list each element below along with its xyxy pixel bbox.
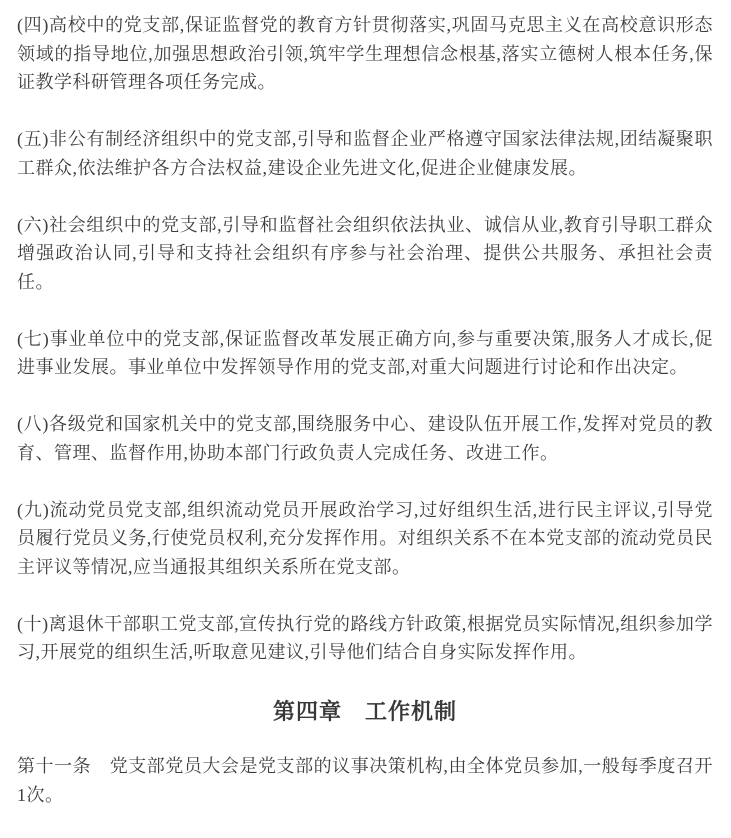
article-paragraph: 第十一条 党支部党员大会是党支部的议事决策机构,由全体党员参加,一般每季度召开1次。 <box>17 756 713 805</box>
paragraph-item-4: (四)高校中的党支部,保证监督党的教育方针贯彻落实,巩固马克思主义在高校意识形态领域的指导地位,加强思想政治引领,筑牢学生理想信念根基,落实立德树人根本任务,保证教学科研管理各项任务完成。 <box>17 15 713 92</box>
paragraph-item-9: (九)流动党员党支部,组织流动党员开展政治学习,过好组织生活,进行民主评议,引导党员履行党员义务,行使党员权利,充分发挥作用。对组织关系不在本党支部的流动党员民主评议等情况,应当通报其组织关系所在党支部。 <box>17 499 713 577</box>
paragraph-item-7: (七)事业单位中的党支部,保证监督改革发展正确方向,参与重要决策,服务人才成长,促进事业发展。事业单位中发挥领导作用的党支部,对重大问题进行讨论和作出决定。 <box>17 328 713 377</box>
paragraph-item-5: (五)非公有制经济组织中的党支部,引导和监督企业严格遵守国家法律法规,团结凝聚职工群众,依法维护各方合法权益,建设企业先进文化,促进企业健康发展。 <box>17 129 713 178</box>
paragraph-item-6: (六)社会组织中的党支部,引导和监督社会组织依法执业、诚信从业,教育引导职工群众增强政治认同,引导和支持社会组织有序参与社会治理、提供公共服务、承担社会责任。 <box>17 214 713 292</box>
chapter-heading: 第四章 工作机制 <box>272 699 457 724</box>
paragraph-item-10: (十)离退休干部职工党支部,宣传执行党的路线方针政策,根据党员实际情况,组织参加学习,开展党的组织生活,听取意见建议,引导他们结合自身实际发挥作用。 <box>17 613 713 662</box>
paragraph-item-8: (八)各级党和国家机关中的党支部,围绕服务中心、建设队伍开展工作,发挥对党员的教育、管理、监督作用,协助本部门行政负责人完成任务、改进工作。 <box>17 414 713 463</box>
